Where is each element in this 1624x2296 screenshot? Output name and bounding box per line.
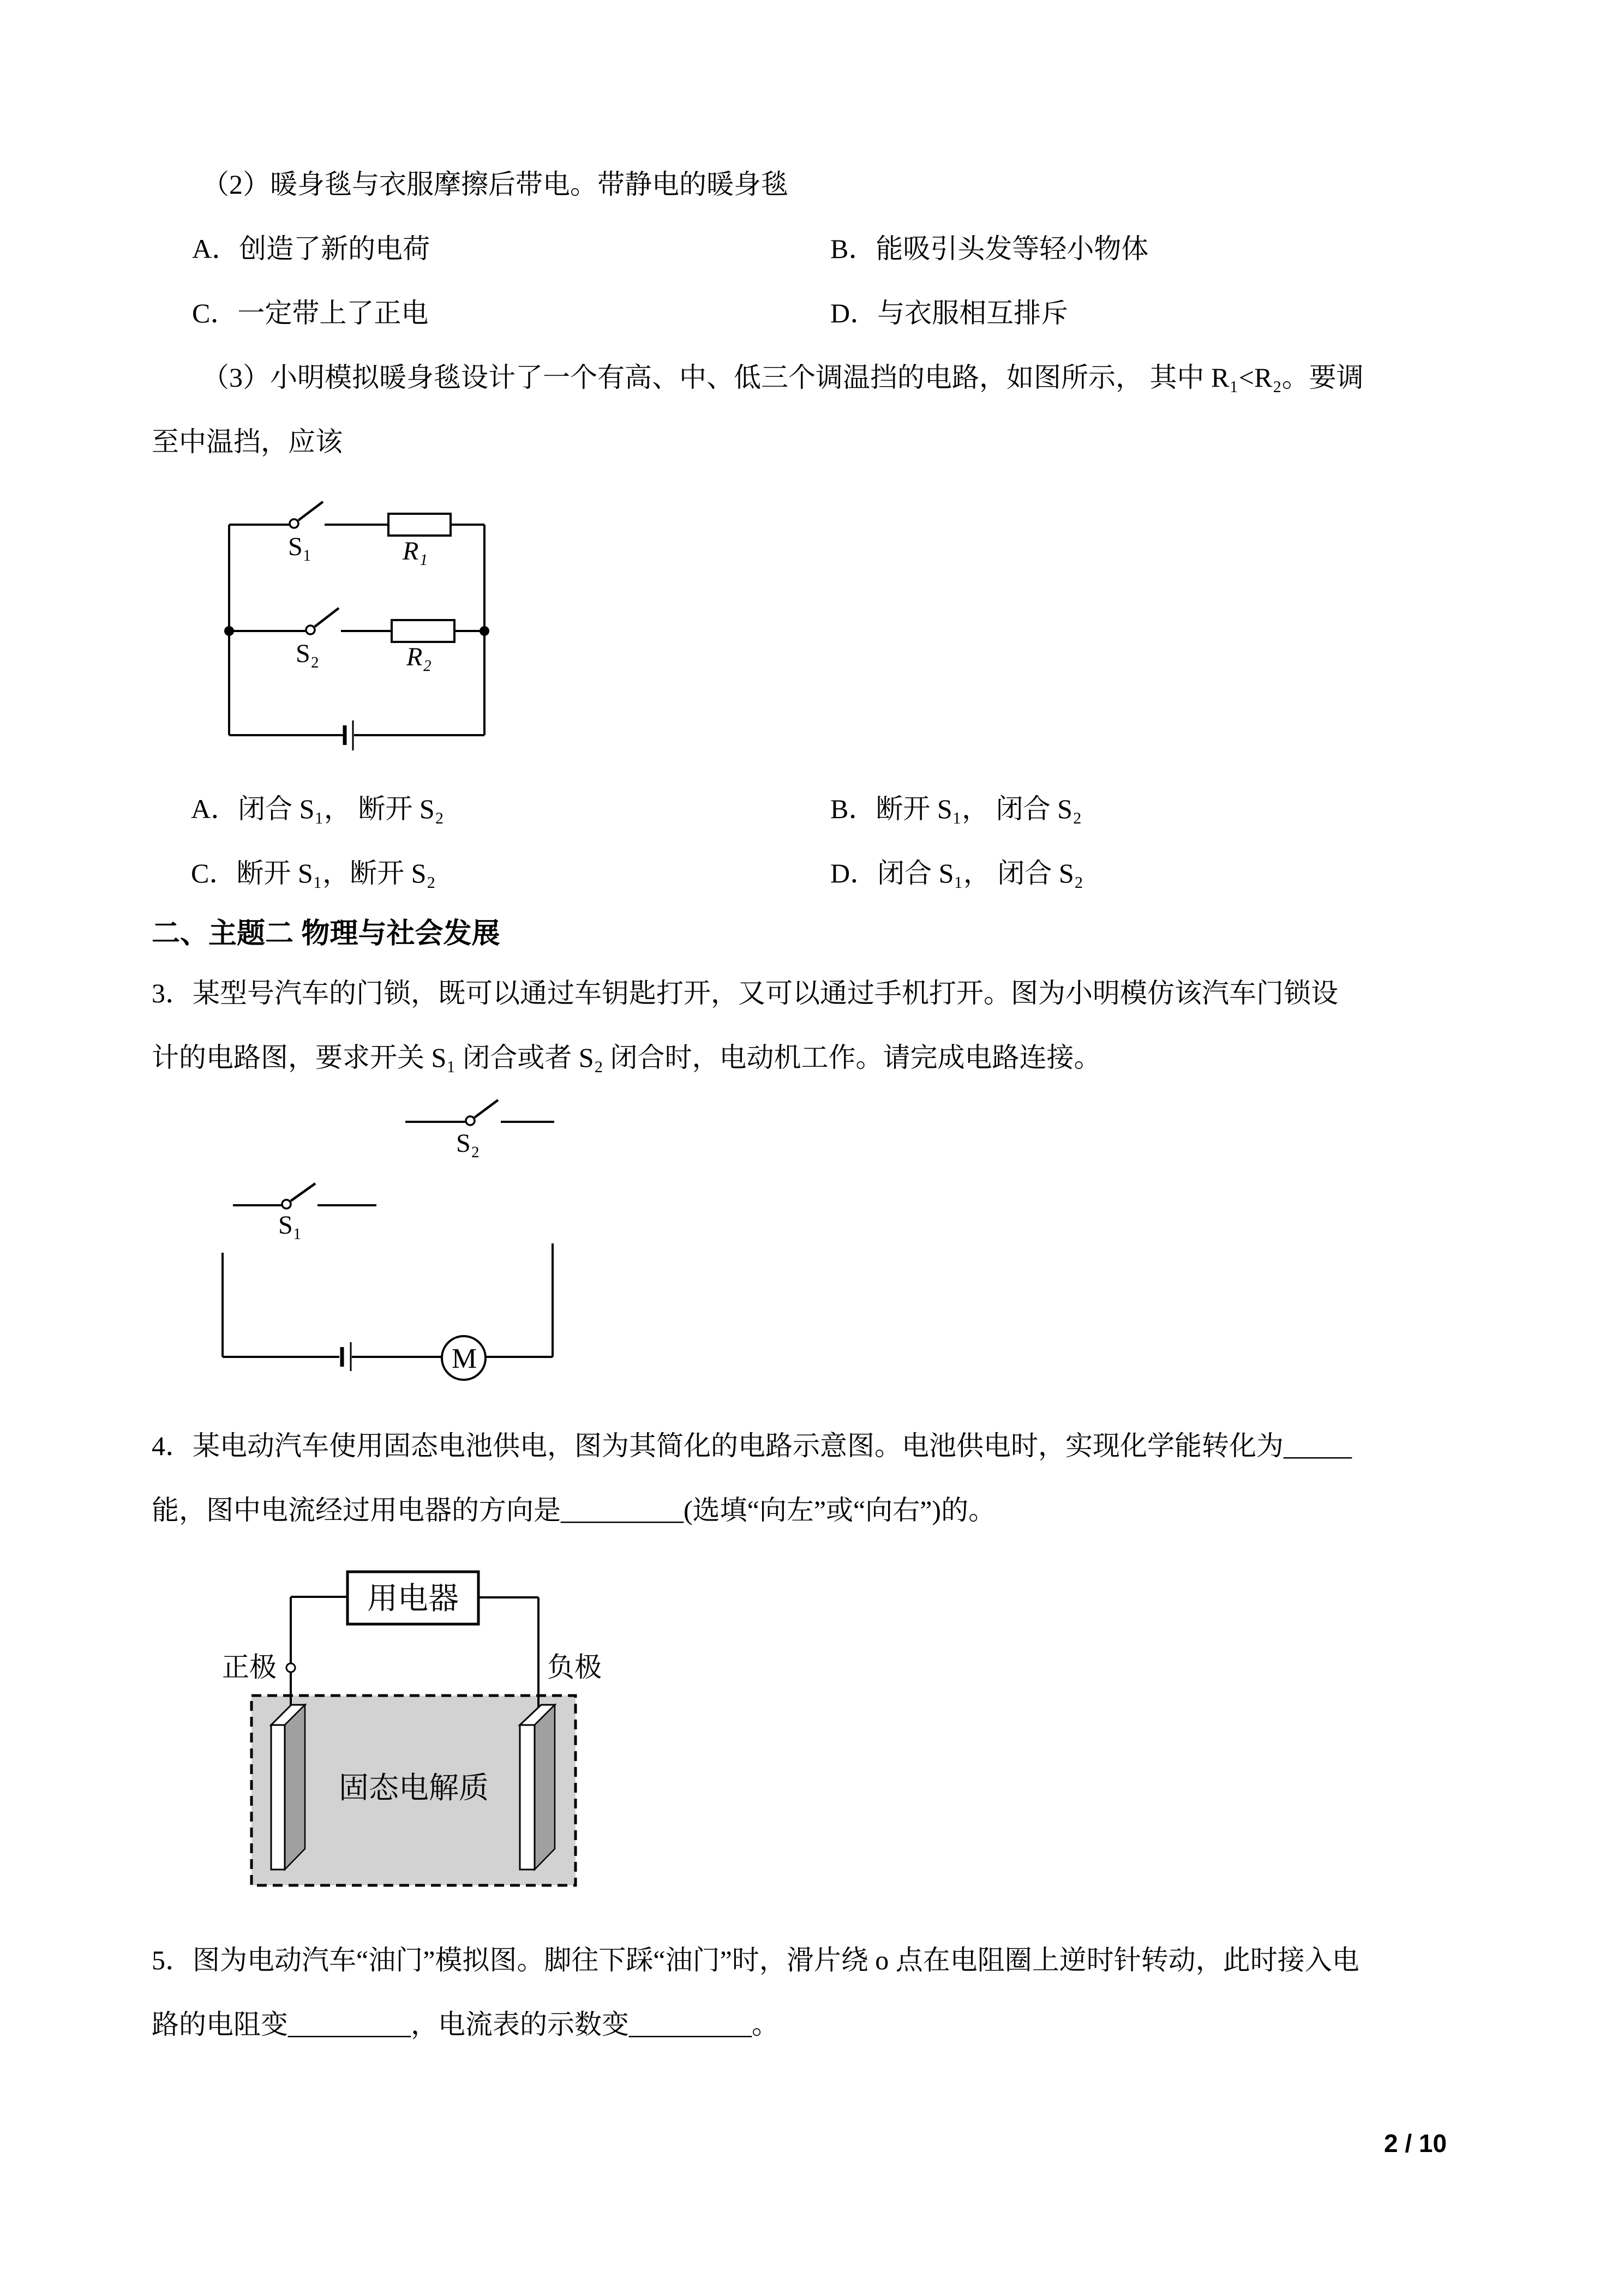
switch2-s2-arm-icon bbox=[475, 1100, 498, 1117]
q5-line1: 5．图为电动汽车“油门”模拟图。脚往下踩“油门”时，滑片绕 o 点在电阻圈上逆时针转动，此时接入电 bbox=[152, 1945, 1359, 1975]
q2-3-option-a: A．闭合 S₁， 断开 S₂ bbox=[191, 794, 445, 824]
resistor-r2-icon bbox=[392, 620, 454, 642]
label2-s1: S₁ bbox=[278, 1211, 302, 1240]
switch2-s2-pivot-icon bbox=[466, 1116, 475, 1125]
motor-letter: M bbox=[452, 1343, 477, 1374]
positive-terminal-icon bbox=[286, 1663, 295, 1672]
q3-line1: 3．某型号汽车的门锁，既可以通过车钥匙打开，又可以通过手机打开。图为小明模仿该汽车门锁设 bbox=[152, 978, 1338, 1008]
q3-line2: 计的电路图，要求开关 S₁ 闭合或者 S₂ 闭合时，电动机工作。请完成电路连接。 bbox=[152, 1042, 1101, 1073]
switch-s1-pivot-icon bbox=[290, 519, 298, 528]
q2-option-c: C．一定带上了正电 bbox=[192, 298, 429, 328]
positive-label: 正极 bbox=[222, 1652, 277, 1682]
switch2-s1-pivot-icon bbox=[282, 1200, 291, 1209]
q2-3-line1: （3）小明模拟暖身毯设计了一个有高、中、低三个调温挡的电路，如图所示， 其中 R₁<R₂。要调 bbox=[202, 362, 1364, 393]
left-electrode-side-icon bbox=[285, 1705, 305, 1870]
label-s2: S₂ bbox=[296, 639, 320, 668]
circuit1-diagram bbox=[207, 491, 513, 764]
label-s1: S₁ bbox=[288, 532, 312, 561]
switch-s2-pivot-icon bbox=[306, 626, 315, 634]
switch2-s1-arm-icon bbox=[291, 1183, 315, 1201]
q2-option-d: D．与衣服相互排斥 bbox=[830, 298, 1069, 328]
label2-s2: S₂ bbox=[456, 1129, 480, 1158]
switch-s1-arm-icon bbox=[298, 502, 323, 520]
junction-dot-right-icon bbox=[480, 626, 489, 636]
q2-3-option-c: C．断开 S₁，断开 S₂ bbox=[191, 858, 436, 888]
negative-label: 负极 bbox=[547, 1652, 602, 1682]
q2-3-line2: 至中温挡，应该 bbox=[152, 426, 343, 457]
battery-cell-diagram bbox=[222, 1557, 602, 1898]
label-r1: R₁ bbox=[403, 537, 428, 566]
junction-dot-left-icon bbox=[224, 626, 234, 636]
q5-line2: 路的电阻变_________，电流表的示数变_________。 bbox=[152, 2009, 779, 2040]
q2-prompt: （2）暖身毯与衣服摩擦后带电。带静电的暖身毯 bbox=[202, 169, 788, 200]
electrolyte-label: 固态电解质 bbox=[339, 1771, 489, 1805]
resistor-r1-icon bbox=[388, 514, 451, 536]
right-electrode-side-icon bbox=[535, 1705, 555, 1870]
label-r2: R₂ bbox=[406, 642, 432, 671]
q4-line1: 4．某电动汽车使用固态电池供电，图为其简化的电路示意图。电池供电时，实现化学能转化为_____ bbox=[152, 1431, 1352, 1461]
left-electrode-icon bbox=[271, 1725, 285, 1870]
q2-3-option-d: D．闭合 S₁， 闭合 S₂ bbox=[830, 858, 1084, 888]
page-number: 2 / 10 bbox=[1384, 2129, 1447, 2157]
circuit2-diagram bbox=[207, 1085, 589, 1391]
q2-3-option-b: B．断开 S₁， 闭合 S₂ bbox=[830, 794, 1082, 824]
appliance-label: 用电器 bbox=[367, 1581, 459, 1615]
section-title: 二、主题二 物理与社会发展 bbox=[152, 918, 500, 949]
right-electrode-icon bbox=[520, 1725, 535, 1870]
q2-option-b: B．能吸引头发等轻小物体 bbox=[830, 233, 1149, 264]
q2-option-a: A．创造了新的电荷 bbox=[192, 233, 430, 264]
switch-s2-arm-icon bbox=[315, 608, 339, 627]
q4-line2: 能，图中电流经过用电器的方向是_________(选填“向左”或“向右”)的。 bbox=[152, 1495, 996, 1525]
